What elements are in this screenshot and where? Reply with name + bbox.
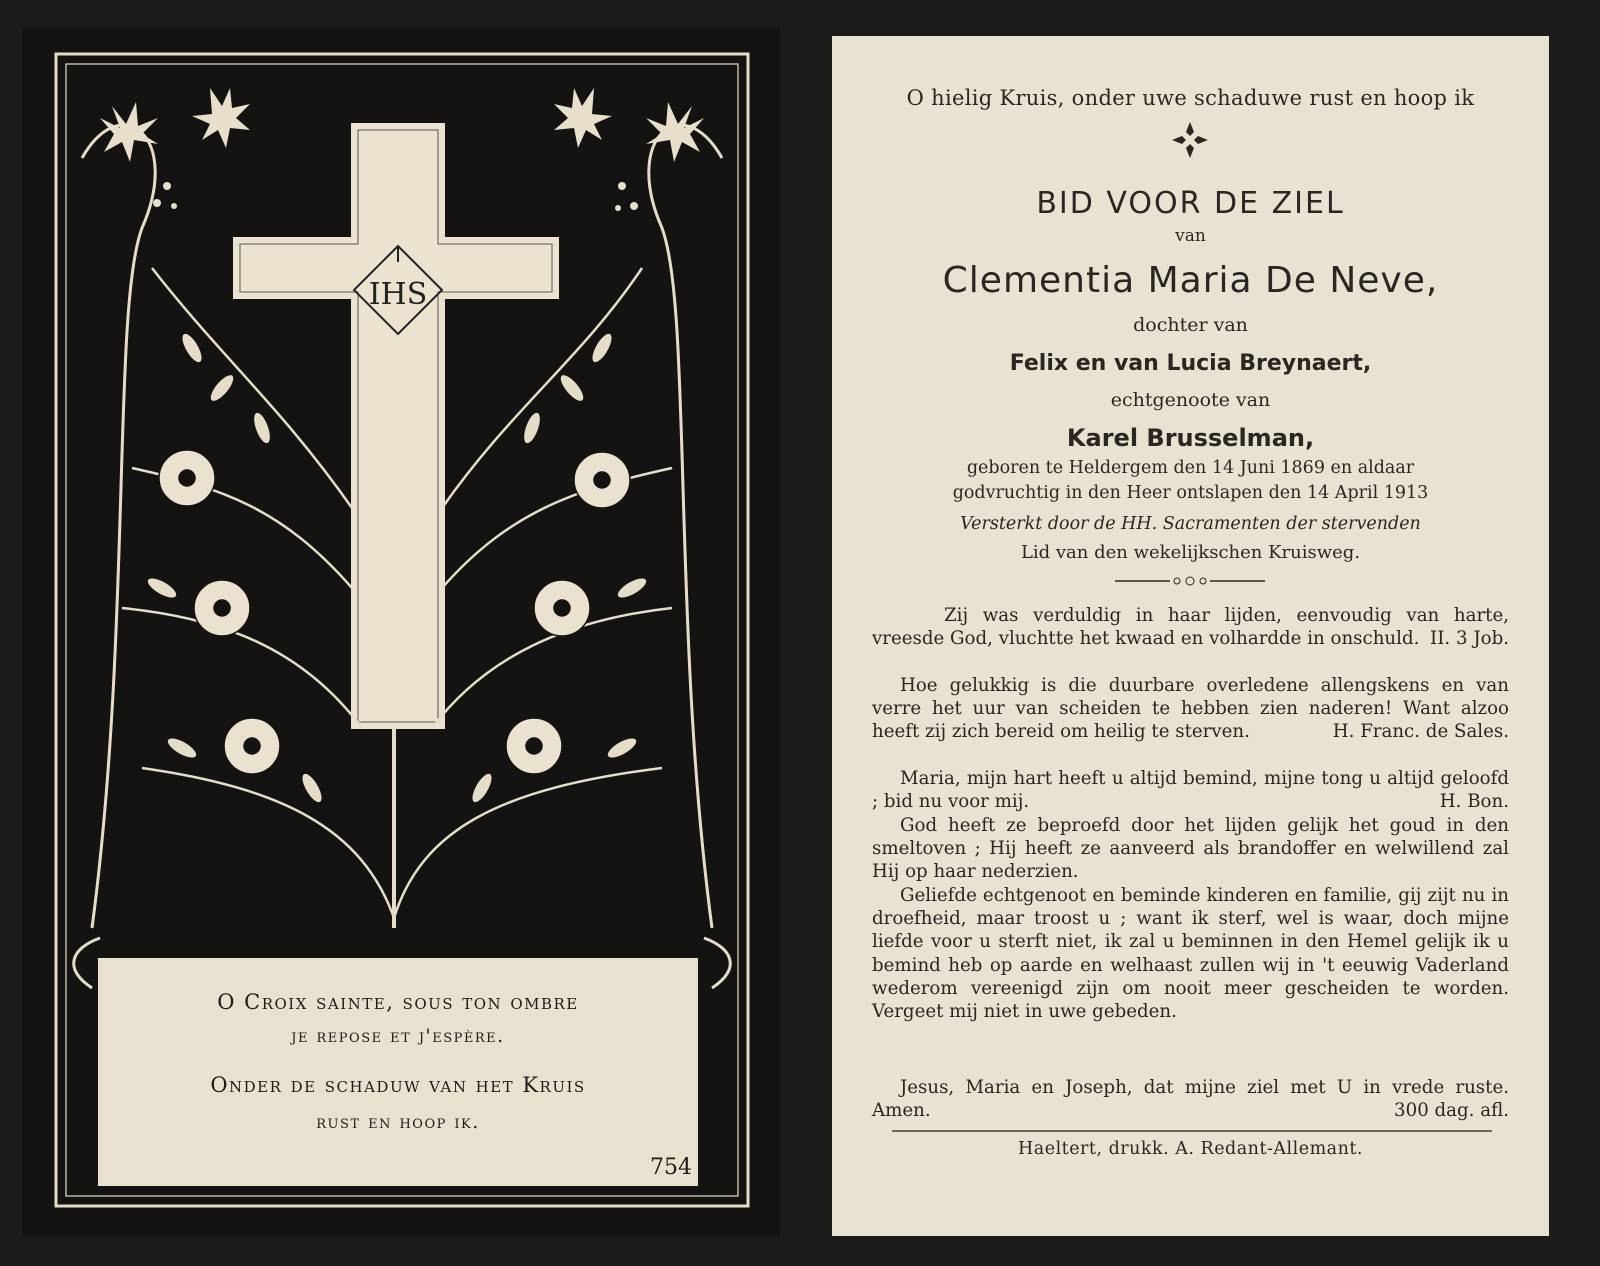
- paragraph-2: Hoe gelukkig is die duurbare overledene allengskens en van verre het uur van scheiden te hebben zien naderen! Want alzoo heeft zij zich bereid om heilig te sterven. H. Franc. de Sales.: [872, 675, 1509, 743]
- printer-rule: [892, 1130, 1492, 1132]
- maltese-cross-icon: [1170, 120, 1210, 160]
- membership-line: Lid van den wekelijkschen Kruisweg.: [1020, 542, 1361, 563]
- caption-dutch-line-1: Onder de schaduw van het Kruis: [210, 1073, 586, 1097]
- paragraph-1: Zij was verduldig in haar lijden, eenvoudig van harte, vreesde God, vluchtte het kwaad en volhardde in onschuld. II. 3 Job.: [872, 605, 1509, 650]
- svg-text:IHS: IHS: [368, 277, 428, 312]
- paragraph-4: God heeft ze beproefd door het lijden gelijk het goud in den smeltoven ; Hij heeft ze aanveerd als brandoffer en welwillend zal Hij op haar nederzien.: [872, 815, 1509, 883]
- card-number: 754: [650, 1155, 692, 1180]
- caption-french-line-2: je repose et j'espère.: [291, 1025, 505, 1047]
- motto: O hielig Kruis, onder uwe schaduwe rust en hoop ik: [906, 86, 1475, 110]
- husband-name: Karel Brusselman,: [1066, 424, 1315, 452]
- parents-names: Felix en van Lucia Breynaert,: [1009, 351, 1372, 376]
- caption-box: [98, 958, 698, 1186]
- sacraments-line: Versterkt door de HH. Sacramenten der stervenden: [960, 514, 1421, 534]
- daughter-of-label: dochter van: [1133, 314, 1248, 336]
- top-left-leaf-icon: [100, 88, 250, 162]
- printer-line: Haeltert, drukk. A. Redant-Allemant.: [1018, 1139, 1363, 1159]
- birth-line: geboren te Heldergem den 14 Juni 1869 en aldaar: [966, 458, 1415, 478]
- caption-dutch-line-2: rust en hoop ik.: [316, 1111, 480, 1133]
- death-line: godvruchtig in den Heer ontslapen den 14 April 1913: [952, 483, 1429, 503]
- text-panel: [832, 36, 1549, 1236]
- paragraph-5: Geliefde echtgenoot en beminde kinderen en familie, gij zijt nu in droefheid, maar troost u ; want ik sterf, wel is waar, doch mijne liefde voor u sterft niet, ik zal u beminnen in den Hemel gelijk ik u bemind heb op aarde en welhaast zullen wij in 't eeuwig Vaderland wederom vereenigd zijn om nooit meer gescheiden te worden. Vergeet mij niet in uwe gebeden.: [872, 885, 1509, 1023]
- heading: BID VOOR DE ZIEL: [1036, 186, 1345, 221]
- caption-french-line-1: O Croix sainte, sous ton ombre: [217, 990, 579, 1014]
- cross-icon: [234, 124, 558, 728]
- paragraph-3: Maria, mijn hart heeft u altijd bemind, mijne tong u altijd geloofd ; bid nu voor mij. H. Bon.: [872, 768, 1509, 813]
- paragraph-6: Jesus, Maria en Joseph, dat mijne ziel met U in vrede ruste. Amen. 300 dag. afl.: [872, 1077, 1509, 1122]
- ornamental-divider: [1115, 574, 1265, 588]
- deceased-name: Clementia Maria De Neve,: [942, 260, 1439, 301]
- devotional-image-panel: [22, 28, 780, 1236]
- van-label: van: [1175, 226, 1206, 246]
- spouse-of-label: echtgenoote van: [1110, 389, 1271, 411]
- top-right-leaf-icon: [554, 88, 704, 162]
